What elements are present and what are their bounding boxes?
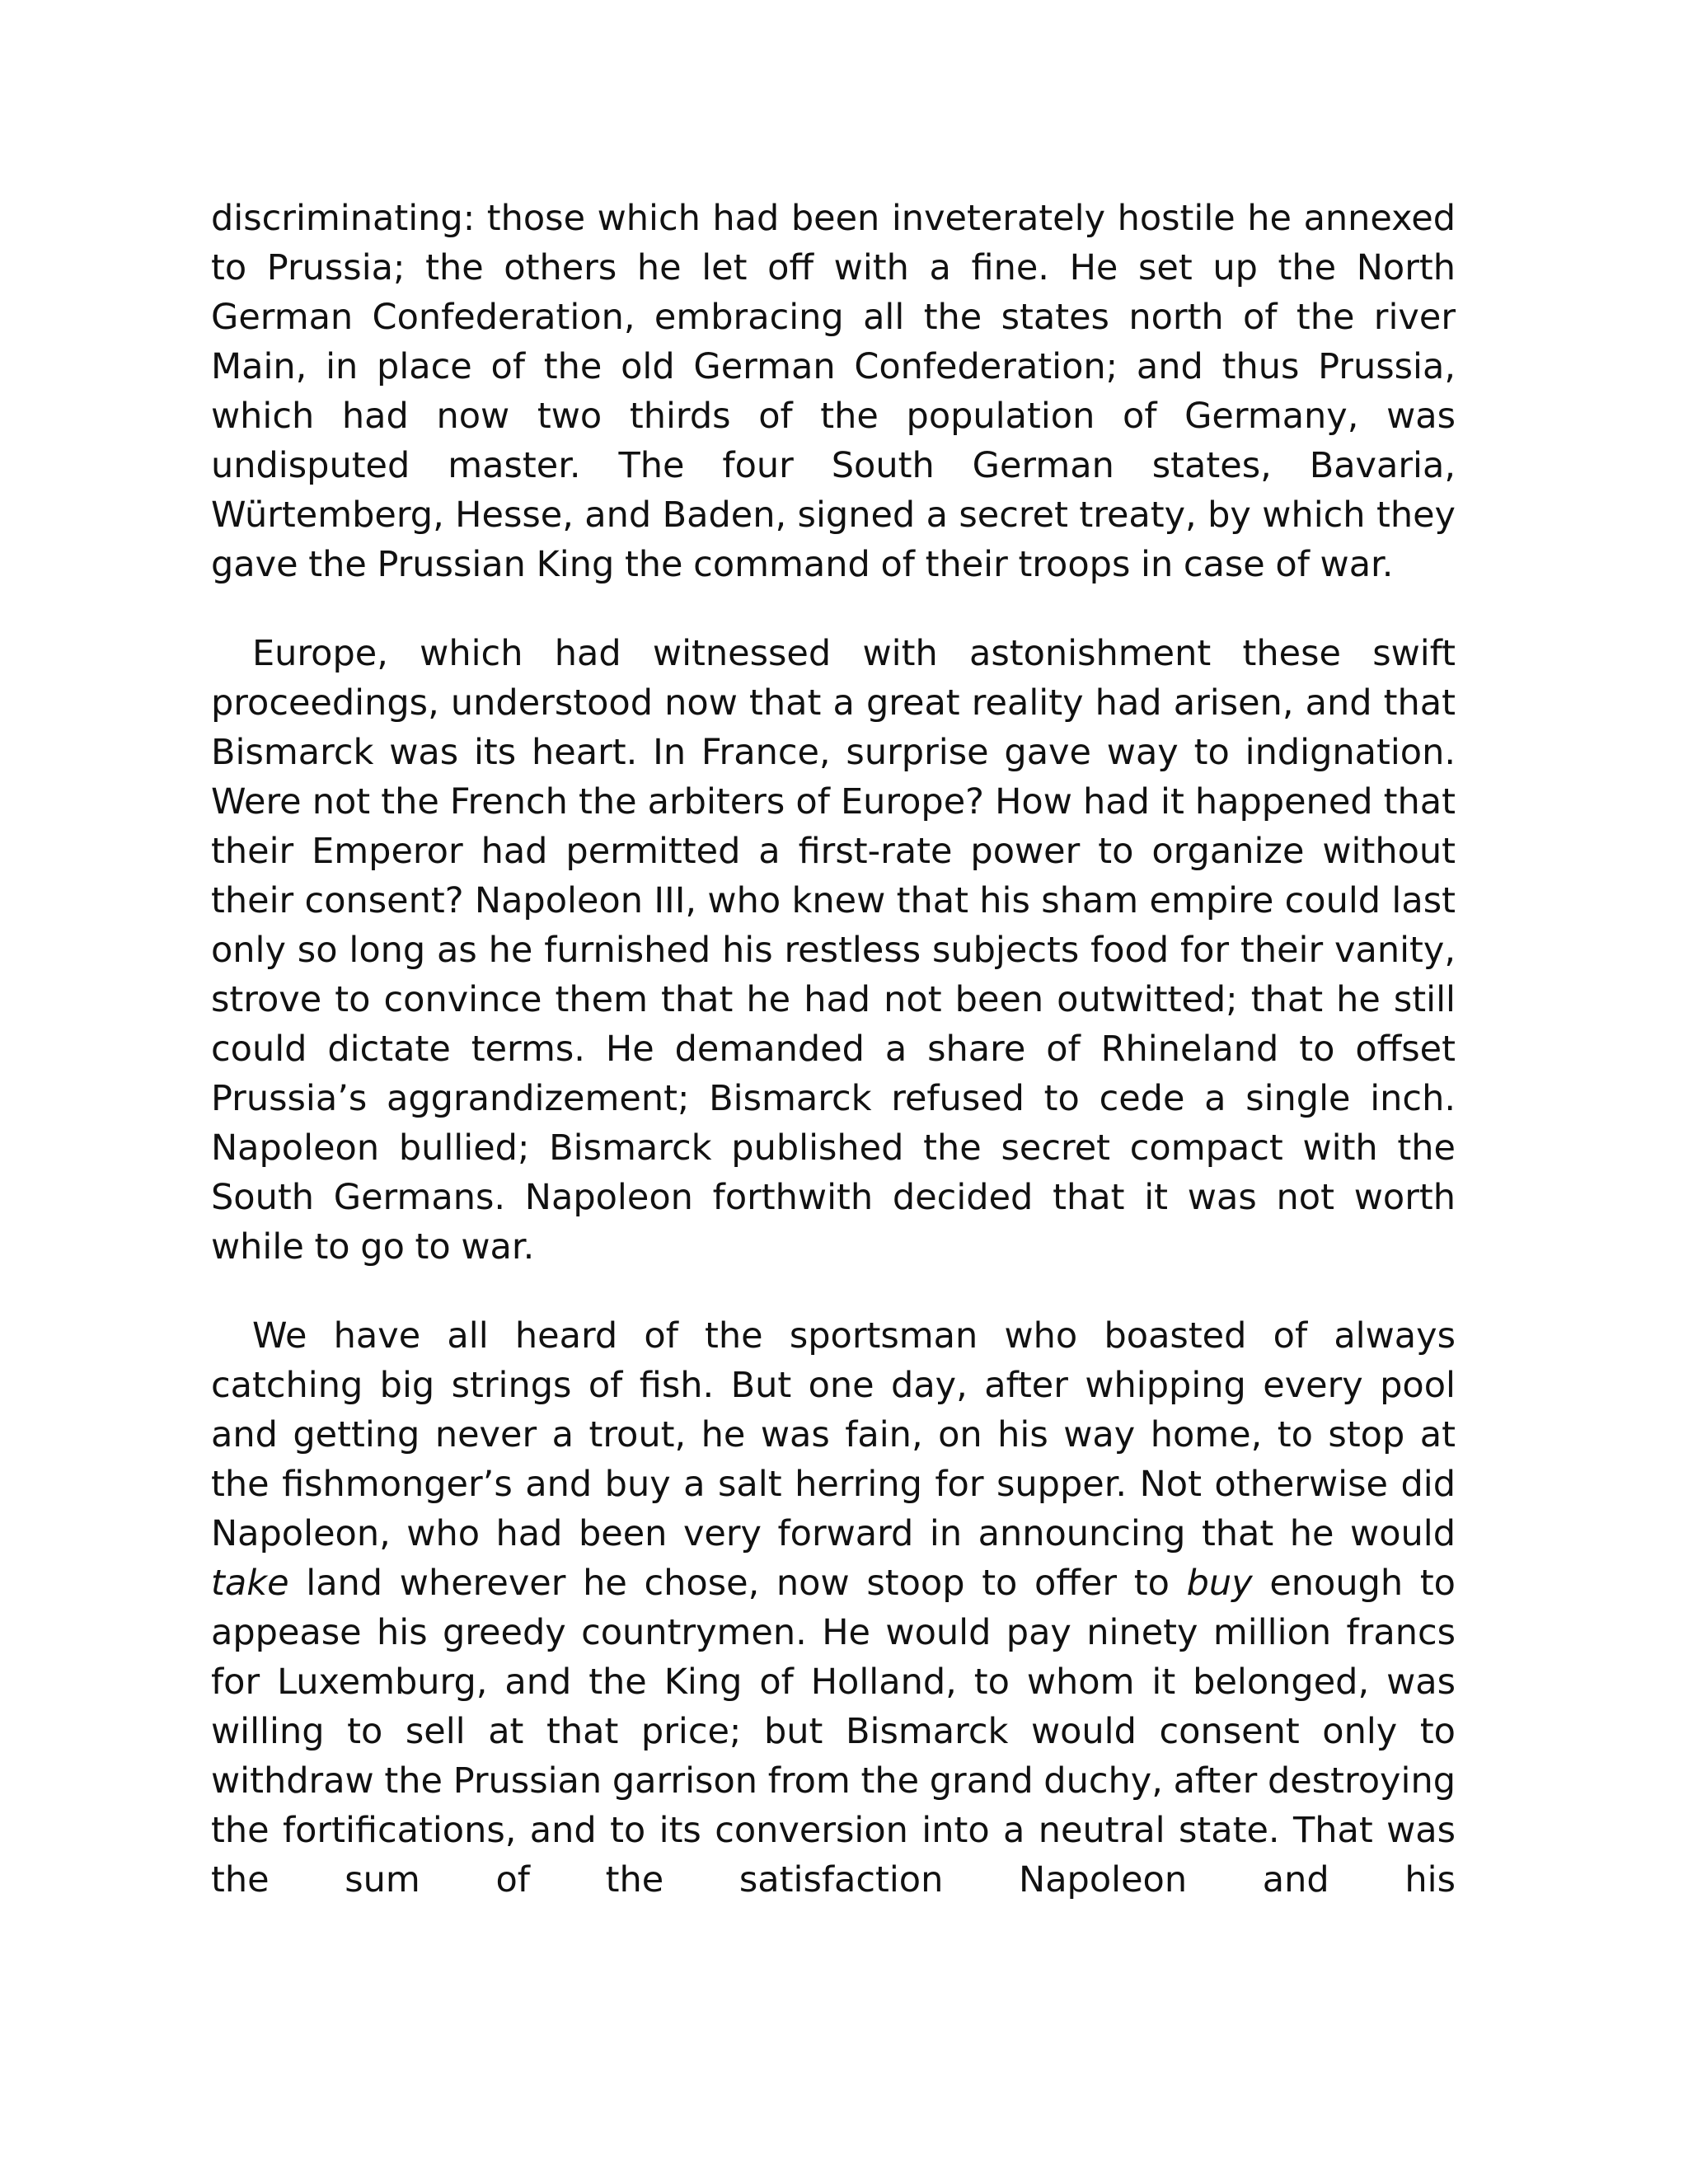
paragraph-3-text-c: enough to appease his greedy countrymen. He would pay ninety million francs for Luxemburg, and the King of Holland, to whom it belonged, was willing to sell at that price; but Bismarck would consent only to withdraw the Prussian garrison from the grand duchy, after destroying the fortifications, and to its conversion into a neutral state. That was the sum of the satisfaction Napoleon and his — [211, 1563, 1456, 1900]
emphasis-take: take — [211, 1563, 289, 1604]
document-page — [211, 194, 1456, 1944]
paragraph-3 — [211, 1311, 1456, 1905]
paragraph-3-text-b: land wherever he chose, now stoop to offer to — [288, 1563, 1187, 1604]
paragraph-2-text: Europe, which had witnessed with astonishment these swift proceedings, understood now that a great reality had arisen, and that Bismarck was its heart. In France, surprise gave way to indignation. Were not the French the arbiters of Europe? How had it happened that their Emperor had permitted a first-rate power to organize without their consent? Napoleon III, who knew that his sham empire could last only so long as he furnished his restless subjects food for their vanity, strove to convince them that he had not been outwitted; that he still could dictate terms. He demanded a share of Rhineland to offset Prussia’s aggrandizement; Bismarck refused to cede a single inch. Napoleon bullied; Bismarck published the secret compact with the South Germans. Napoleon forthwith decided that it was not worth while to go to war. — [211, 633, 1456, 1268]
emphasis-buy: buy — [1186, 1563, 1253, 1604]
paragraph-2 — [211, 629, 1456, 1272]
paragraph-1 — [211, 194, 1456, 589]
paragraph-3-text-a: We have all heard of the sportsman who boasted of always catching big strings of fish. But one day, after whipping every pool and getting never a trout, he was fain, on his way home, to stop at the fishmonger’s and buy a salt herring for supper. Not otherwise did Napoleon, who had been very forward in announcing that he would — [211, 1315, 1456, 1554]
paragraph-1-text: discriminating: those which had been inveterately hostile he annexed to Prussia; the others he let off with a fine. He set up the North German Confederation, embracing all the states north of the river Main, in place of the old German Confederation; and thus Prussia, which had now two thirds of the population of Germany, was undisputed master. The four South German states, Bavaria, Würtemberg, Hesse, and Baden, signed a secret treaty, by which they gave the Prussian King the command of their troops in case of war. — [211, 198, 1456, 585]
